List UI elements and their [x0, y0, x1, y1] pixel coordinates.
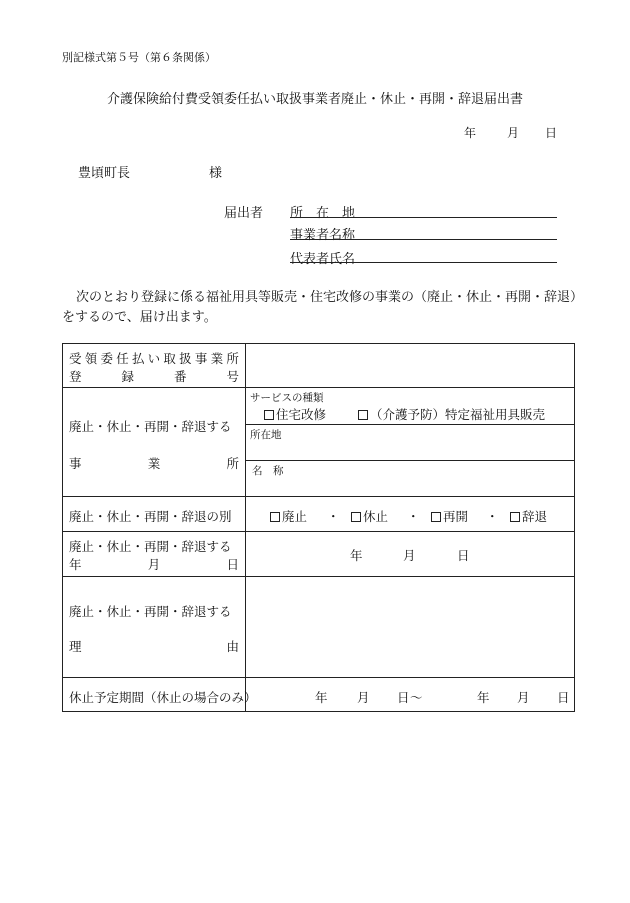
recipient-honorific: 様: [209, 166, 223, 181]
service-type-label: サービスの種類: [250, 392, 324, 404]
kind-separator: ・: [486, 509, 499, 524]
business-name-label: 名 称: [252, 465, 284, 477]
service-option-home-renovation[interactable]: 住宅改修: [264, 405, 326, 423]
intro-text: [62, 288, 584, 328]
applicant-business-name-label: 事業者名称: [290, 228, 356, 243]
registration-label-line2: 登 録 番 号: [69, 369, 239, 384]
applicant-address-label: 所 在 地: [290, 206, 356, 221]
date-month-label: 月: [507, 126, 520, 140]
kind-option-abolish[interactable]: 廃止: [270, 507, 307, 525]
form-number: 別記様式第５号（第６条関係）: [62, 51, 216, 64]
business-label-line1: 廃止・休止・再開・辞退する: [69, 419, 232, 434]
checkbox-icon[interactable]: [358, 410, 368, 420]
applicant-business-name-field[interactable]: [290, 239, 557, 240]
applicant-representative-label: 代表者氏名: [290, 252, 356, 267]
recipient-name: 豊頃町長: [78, 166, 131, 181]
business-address-input[interactable]: [293, 425, 573, 459]
date-row-year: 年: [350, 548, 363, 563]
period-label: 休止予定期間（休止の場合のみ）: [69, 690, 257, 705]
table-row-divider: [63, 677, 574, 678]
registration-label-line1: 受 領 委 任 払 い 取 扱 事 業 所: [69, 351, 239, 366]
applicant-address-field[interactable]: [290, 217, 557, 218]
kind-option-resume[interactable]: 再開: [431, 507, 468, 525]
checkbox-icon[interactable]: [431, 512, 441, 522]
period-end-year: 年: [477, 690, 490, 705]
intro-line-2: をするので、届け出ます。: [62, 310, 217, 325]
notification-table: [62, 343, 575, 712]
date-row-label-line2: 年 月 日: [69, 557, 239, 572]
applicant-representative-field[interactable]: [290, 262, 557, 263]
date-day-label: 日: [545, 126, 558, 140]
kind-separator: ・: [327, 509, 340, 524]
kind-separator: ・: [407, 509, 420, 524]
business-label-line2: 事 業 所: [69, 456, 239, 471]
reason-input[interactable]: [246, 577, 574, 676]
applicant-label: 届出者: [224, 206, 264, 221]
kind-label: 廃止・休止・再開・辞退の別: [69, 509, 232, 524]
form-title: 介護保険給付費受領委任払い取扱事業者廃止・休止・再開・辞退届出書: [106, 92, 523, 107]
business-name-input[interactable]: [293, 461, 573, 495]
checkbox-icon[interactable]: [510, 512, 520, 522]
checkbox-icon[interactable]: [264, 410, 274, 420]
period-start-year: 年: [315, 690, 328, 705]
kind-option-withdraw[interactable]: 辞退: [510, 507, 547, 525]
table-row-divider: [63, 496, 574, 497]
period-start-month: 月: [357, 690, 370, 705]
table-row-divider: [63, 531, 574, 532]
service-option-welfare-equipment[interactable]: （介護予防）特定福祉用具販売: [358, 405, 545, 423]
period-end-month: 月: [517, 690, 530, 705]
date-year-label: 年: [464, 126, 477, 140]
period-start-day: 日: [397, 690, 410, 705]
reason-label-line2: 理 由: [69, 639, 239, 654]
date-row-day: 日: [457, 548, 470, 563]
checkbox-icon[interactable]: [351, 512, 361, 522]
kind-option-suspend[interactable]: 休止: [351, 507, 388, 525]
date-row-month: 月: [403, 548, 416, 563]
reason-label-line1: 廃止・休止・再開・辞退する: [69, 604, 232, 619]
intro-line-1: 次のとおり登録に係る福祉用具等販売・住宅改修の事業の（廃止・休止・再開・辞退）: [76, 290, 584, 305]
date-row-label-line1: 廃止・休止・再開・辞退する: [69, 539, 232, 554]
registration-number-input[interactable]: [246, 344, 574, 387]
period-end-day: 日: [557, 690, 570, 705]
table-row-divider: [63, 387, 574, 388]
checkbox-icon[interactable]: [270, 512, 280, 522]
business-address-label: 所在地: [250, 429, 282, 441]
period-tilde: ～: [410, 690, 423, 705]
